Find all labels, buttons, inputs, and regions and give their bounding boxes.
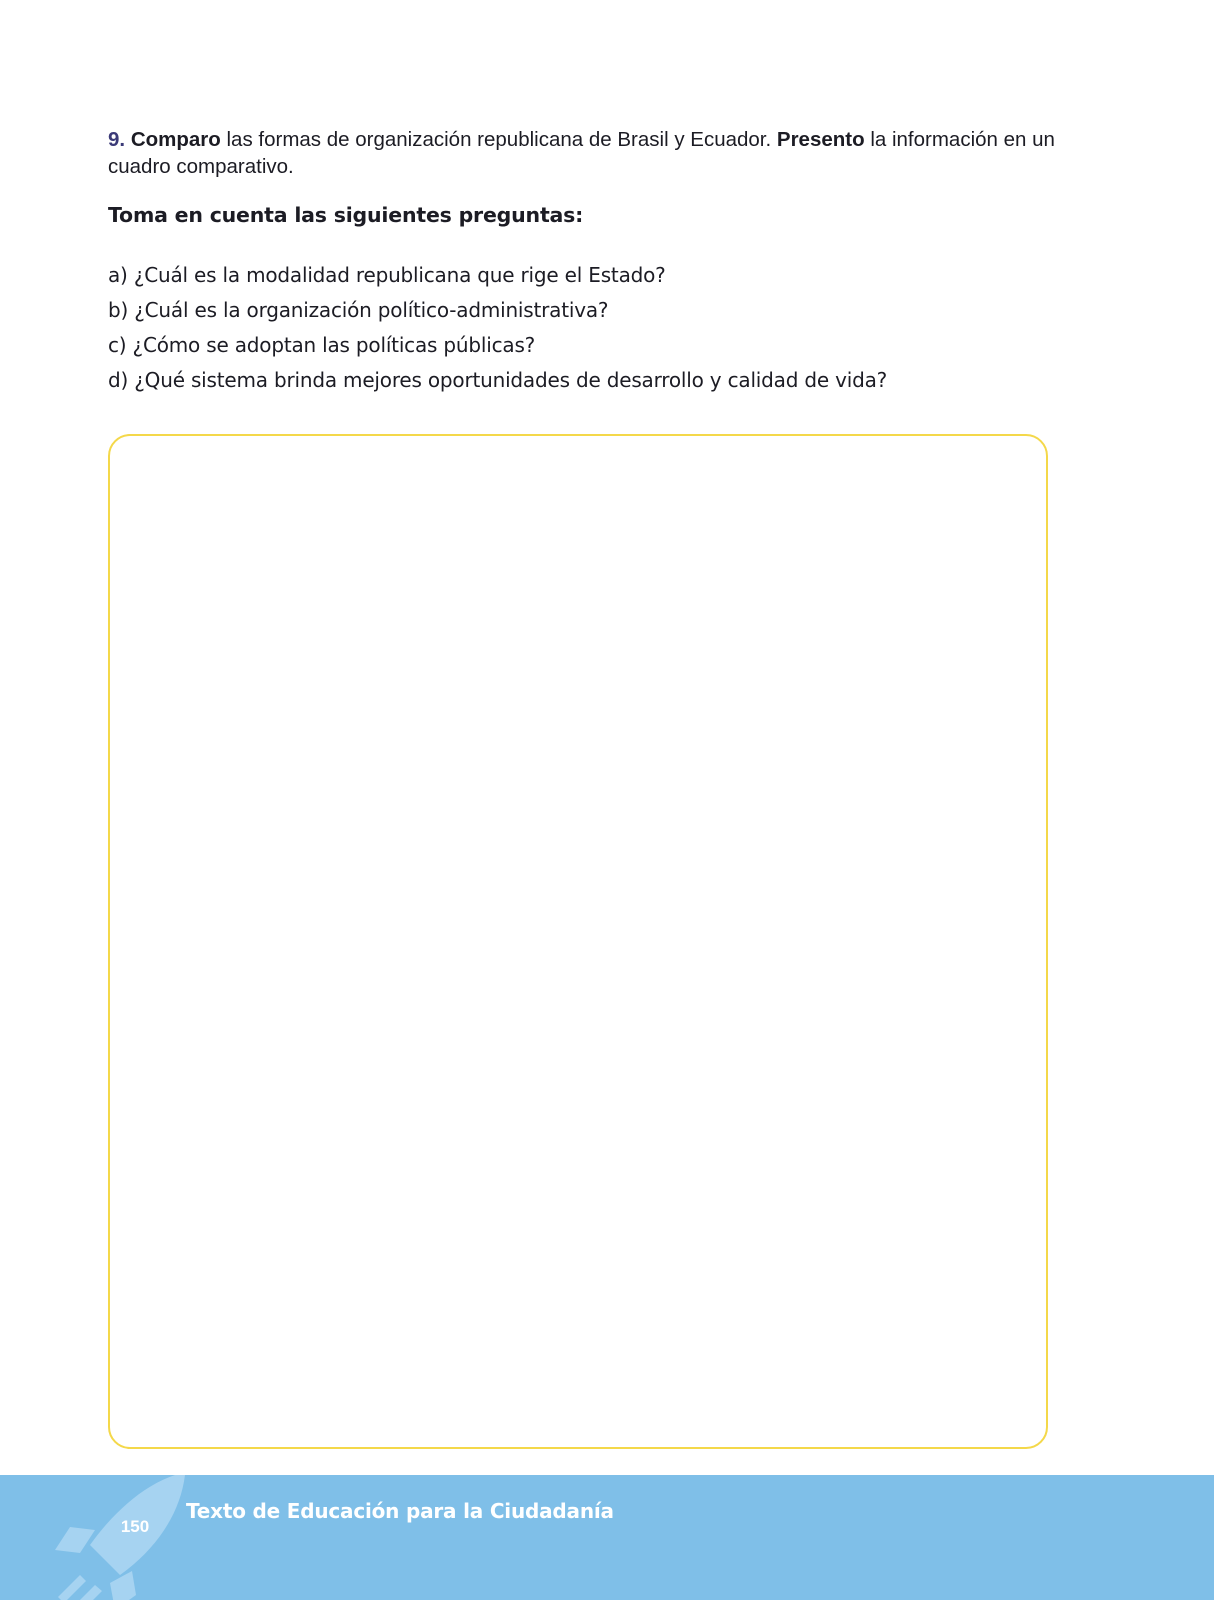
exercise-number: 9. (108, 128, 126, 151)
questions-list (108, 262, 887, 402)
question-b: b) ¿Cuál es la organización político-administrativa? (108, 298, 609, 322)
exercise-text-part1: las formas de organización republicana de Brasil y Ecuador. (220, 128, 777, 151)
book-title: Texto de Educación para la Ciudadanía (186, 1499, 614, 1523)
question-a: a) ¿Cuál es la modalidad republicana que rige el Estado? (108, 263, 666, 287)
exercise-verb-compare: Comparo (130, 128, 221, 151)
page-footer (0, 1475, 1214, 1600)
exercise-verb-present: Presento (776, 128, 865, 151)
question-d: d) ¿Qué sistema brinda mejores oportunidades de desarrollo y calidad de vida? (108, 368, 888, 392)
questions-heading: Toma en cuenta las siguientes preguntas: (108, 203, 584, 227)
rocket-icon (50, 1475, 190, 1600)
exercise-text-part2: la información en un cuadro comparativo. (108, 128, 1055, 178)
exercise-instruction (108, 126, 1068, 180)
page-number: 150 (118, 1510, 152, 1544)
question-c: c) ¿Cómo se adoptan las políticas públicas? (108, 333, 536, 357)
answer-box[interactable] (108, 434, 1048, 1449)
